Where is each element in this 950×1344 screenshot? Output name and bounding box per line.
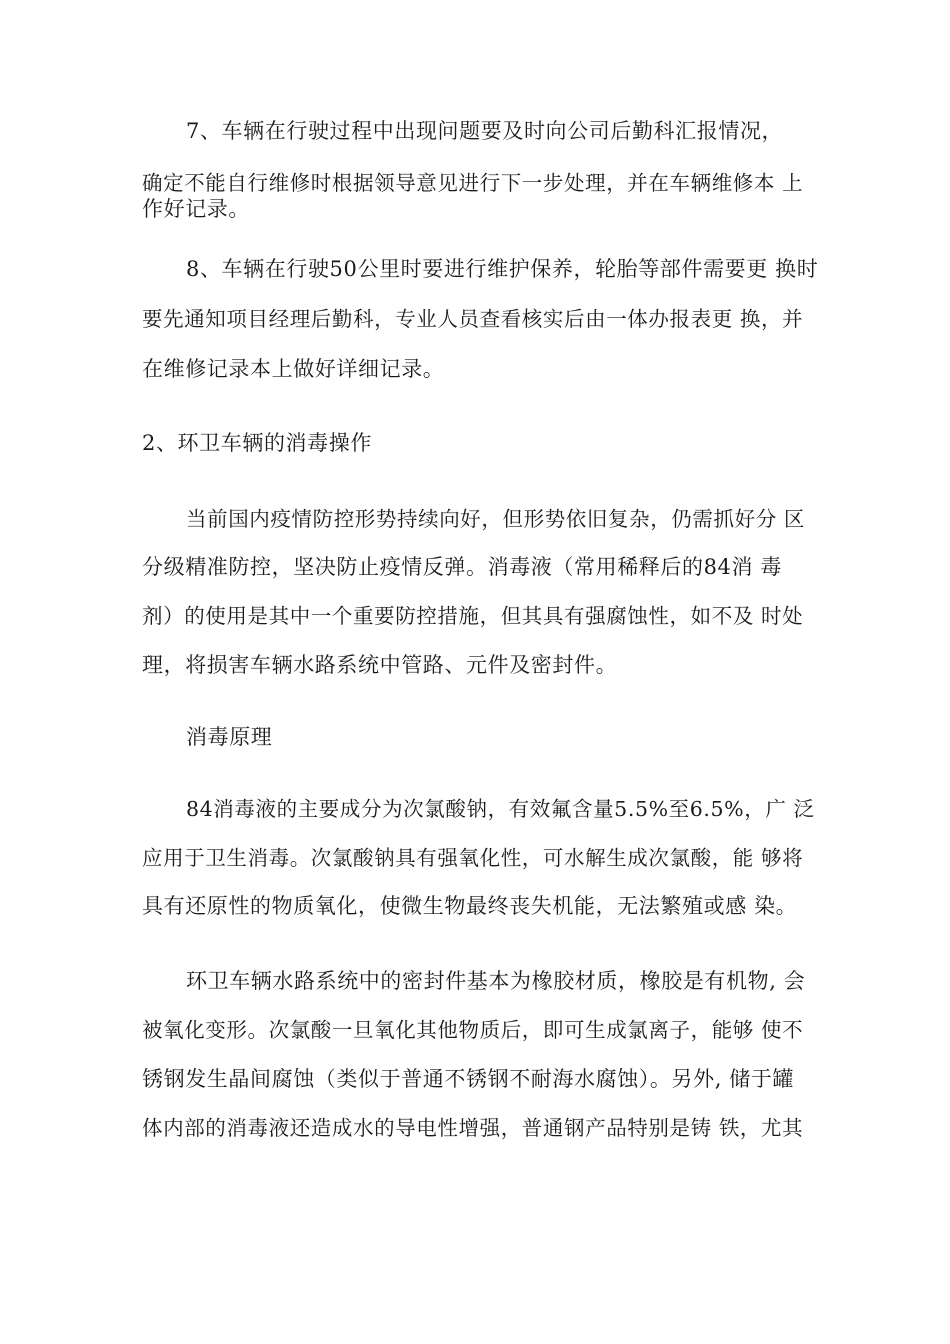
section-heading: 2、环卫车辆的消毒操作 bbox=[142, 431, 372, 455]
seal-line-1: 环卫车辆水路系统中的密封件基本为橡胶材质，橡胶是有机物, 会 bbox=[186, 969, 806, 993]
item-7-line-1: 7、车辆在行驶过程中出现问题要及时向公司后勤科汇报情况， bbox=[186, 119, 784, 143]
intro-line-3: 剂）的使用是其中一个重要防控措施，但其具有强腐蚀性，如不及 时处 bbox=[142, 604, 804, 628]
intro-line-2: 分级精准防控，坚决防止疫情反弹。消毒液（常用稀释后的84消 毒 bbox=[142, 555, 782, 579]
seal-line-2: 被氧化变形。次氯酸一旦氧化其他物质后，即可生成氯离子，能够 使不 bbox=[142, 1018, 804, 1042]
item-8-line-3: 在维修记录本上做好详细记录。 bbox=[142, 357, 445, 381]
intro-line-4: 理，将损害车辆水路系统中管路、元件及密封件。 bbox=[142, 653, 618, 677]
subheading: 消毒原理 bbox=[186, 725, 273, 749]
seal-line-4: 体内部的消毒液还造成水的导电性增强，普通钢产品特别是铸 铁，尤其 bbox=[142, 1116, 804, 1140]
item-7-line-3: 作好记录。 bbox=[142, 197, 250, 221]
item-7-line-2: 确定不能自行维修时根据领导意见进行下一步处理，并在车辆维修本 上 bbox=[142, 171, 804, 195]
principle-line-3: 具有还原性的物质氧化，使微生物最终丧失机能，无法繁殖或感 染。 bbox=[142, 894, 798, 918]
item-8-line-1: 8、车辆在行驶50公里时要进行维护保养，轮胎等部件需要更 换时 bbox=[186, 257, 819, 281]
principle-line-1: 84消毒液的主要成分为次氯酸钠，有效氟含量5.5%至6.5%，广 泛 bbox=[186, 797, 815, 821]
principle-line-2: 应用于卫生消毒。次氯酸钠具有强氧化性，可水解生成次氯酸，能 够将 bbox=[142, 846, 804, 870]
intro-line-1: 当前国内疫情防控形势持续向好，但形势依旧复杂，仍需抓好分 区 bbox=[186, 507, 806, 531]
item-8-line-2: 要先通知项目经理后勤科，专业人员查看核实后由一体办报表更 换，并 bbox=[142, 307, 804, 331]
seal-line-3: 锈钢发生晶间腐蚀（类似于普通不锈钢不耐海水腐蚀）。另外, 储于罐 bbox=[142, 1067, 795, 1091]
